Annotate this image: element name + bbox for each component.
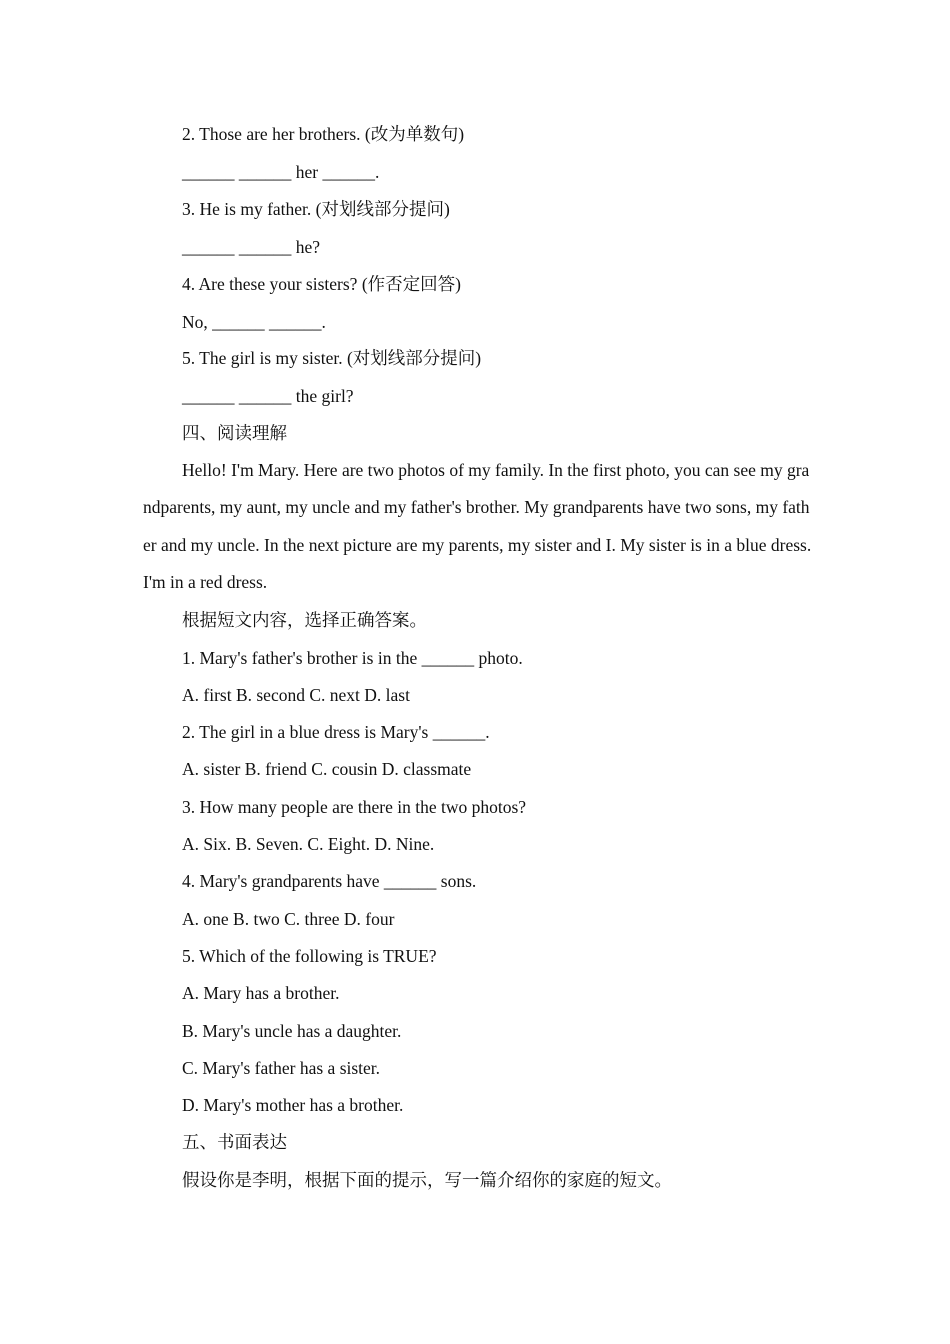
writing-section-heading: 五、书面表达 — [182, 1132, 287, 1152]
question-4-answer-blank: No, ______ ______. — [182, 312, 326, 332]
reading-question-3-options: A. Six. B. Seven. C. Eight. D. Nine. — [182, 834, 435, 854]
reading-question-1-options: A. first B. second C. next D. last — [182, 685, 410, 705]
reading-question-5-option-c: C. Mary's father has a sister. — [182, 1058, 381, 1078]
question-2-answer-blank: ______ ______ her ______. — [182, 162, 380, 182]
question-5-text: 5. The girl is my sister. (对划线部分提问) — [182, 348, 482, 368]
writing-instruction: 假设你是李明，根据下面的提示，写一篇介绍你的家庭的短文。 — [182, 1170, 672, 1190]
reading-question-4: 4. Mary's grandparents have ______ sons. — [182, 871, 477, 891]
reading-question-5-option-d: D. Mary's mother has a brother. — [182, 1095, 404, 1115]
reading-question-5-option-a: A. Mary has a brother. — [182, 983, 340, 1003]
reading-question-3: 3. How many people are there in the two photos? — [182, 797, 527, 817]
reading-question-4-options: A. one B. two C. three D. four — [182, 909, 395, 929]
reading-question-5-option-b: B. Mary's uncle has a daughter. — [182, 1021, 402, 1041]
question-5-answer-blank: ______ ______ the girl? — [182, 386, 354, 406]
question-2-text: 2. Those are her brothers. (改为单数句) — [182, 124, 465, 144]
question-3-answer-blank: ______ ______ he? — [182, 237, 321, 257]
reading-question-2: 2. The girl in a blue dress is Mary's ______. — [182, 722, 490, 742]
reading-question-5: 5. Which of the following is TRUE? — [182, 946, 437, 966]
reading-passage: Hello! I'm Mary. Here are two photos of my family. In the first photo, you can see my grandparents, my aunt, my uncle and my father's brother. My grandparents have two sons, my father and my uncle. In the next picture are my parents, my sister and I. My sister is in a blue dress. I'm in a red dress. — [143, 460, 812, 592]
reading-question-1: 1. Mary's father's brother is in the ______ photo. — [182, 648, 523, 668]
reading-instruction: 根据短文内容，选择正确答案。 — [182, 610, 427, 630]
reading-question-2-options: A. sister B. friend C. cousin D. classmate — [182, 759, 472, 779]
question-3-text: 3. He is my father. (对划线部分提问) — [182, 199, 450, 219]
reading-section-heading: 四、阅读理解 — [182, 423, 287, 443]
question-4-text: 4. Are these your sisters? (作否定回答) — [182, 274, 461, 294]
